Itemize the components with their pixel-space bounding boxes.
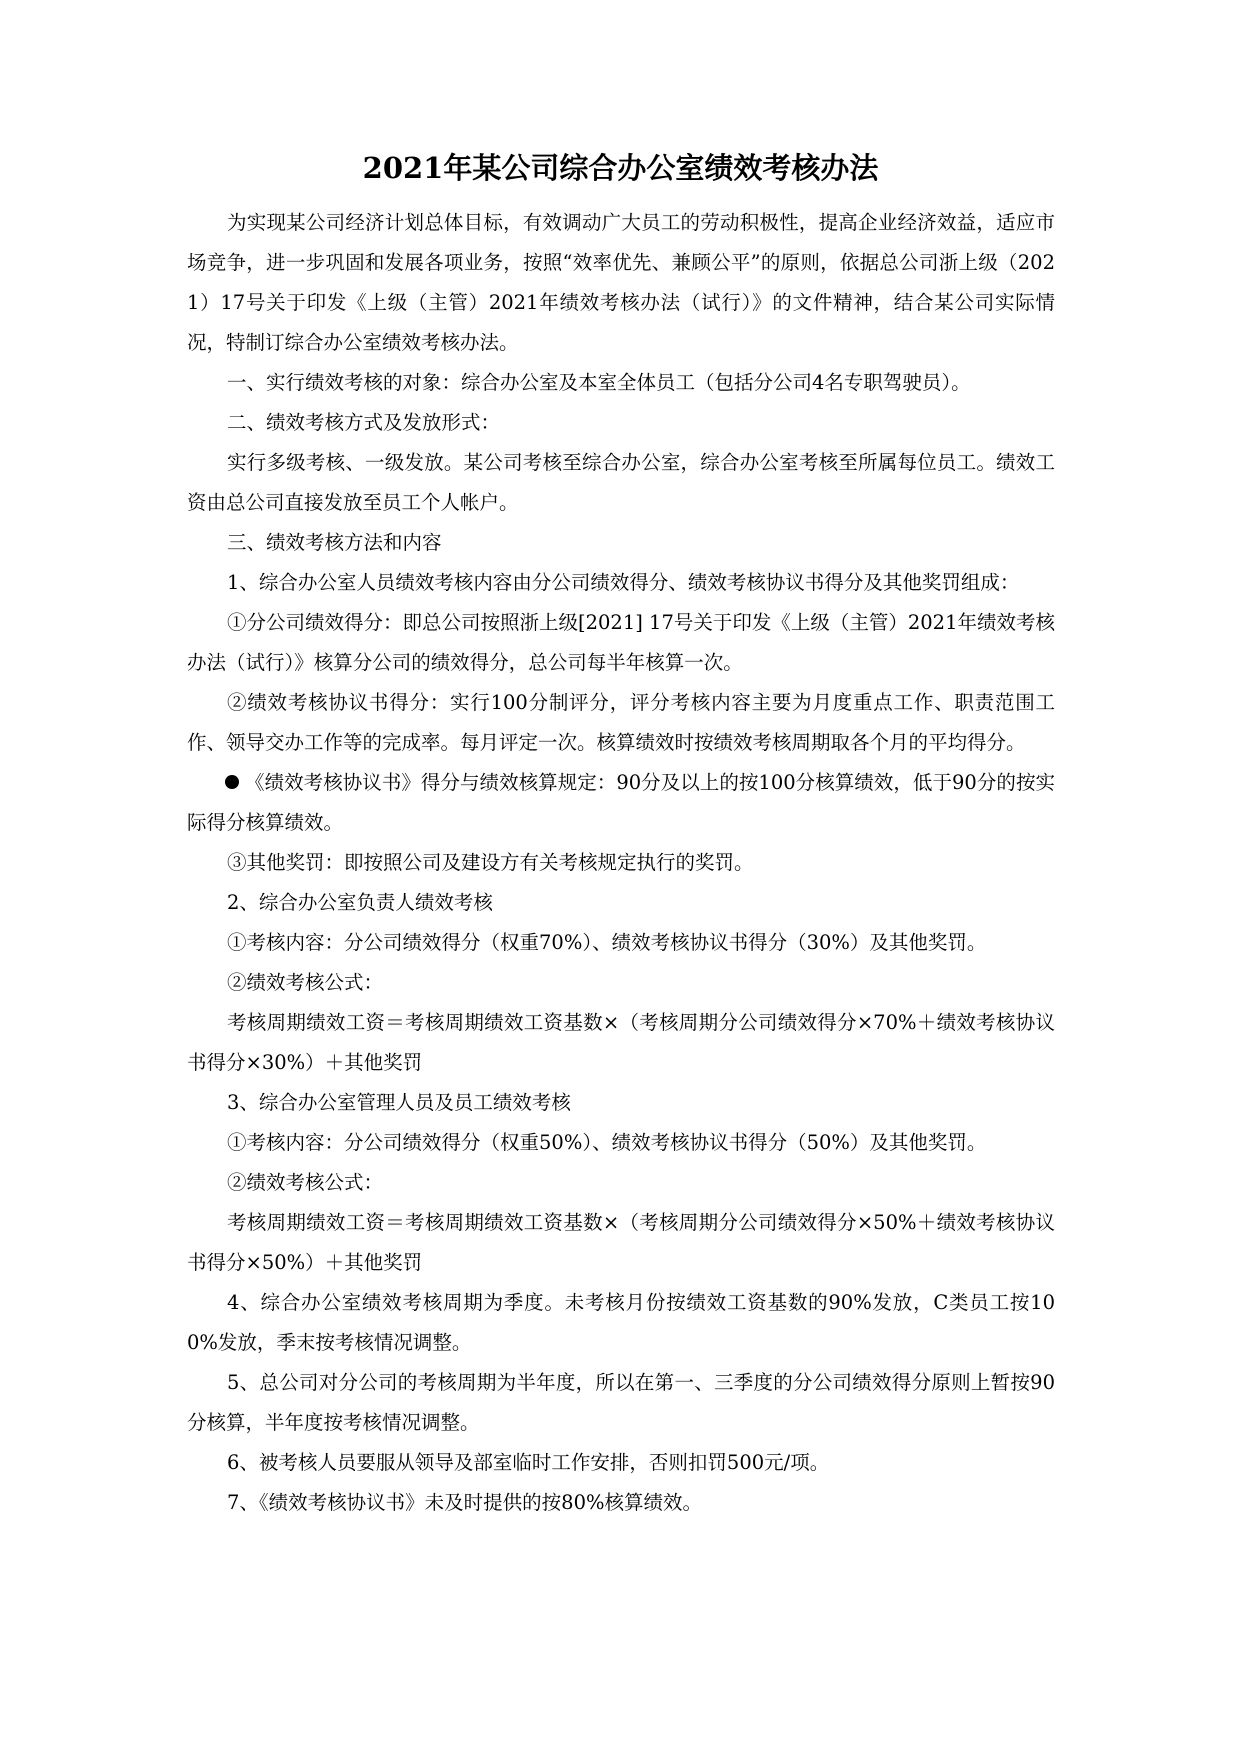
paragraph-item-4: 4、综合办公室绩效考核周期为季度。未考核月份按绩效工资基数的90%发放，C类员工按100%发放，季末按考核情况调整。: [187, 1291, 1055, 1354]
paragraph-section-2-heading: 二、绩效考核方式及发放形式：: [227, 411, 501, 434]
paragraph-item-1-b: ②绩效考核协议书得分：实行100分制评分，评分考核内容主要为月度重点工作、职责范围工作、领导交办工作等的完成率。每月评定一次。核算绩效时按绩效考核周期取各个月的平均得分。: [187, 691, 1055, 754]
paragraph-item-2-a: ①考核内容：分公司绩效得分（权重70%）、绩效考核协议书得分（30%）及其他奖罚。: [227, 931, 987, 954]
paragraph-item-3: 3、综合办公室管理人员及员工绩效考核: [227, 1091, 571, 1114]
paragraph-item-6: 6、被考核人员要服从领导及部室临时工作安排，否则扣罚500元/项。: [227, 1451, 830, 1474]
paragraph-section-1: 一、实行绩效考核的对象：综合办公室及本室全体员工（包括分公司4名专职驾驶员）。: [227, 371, 971, 394]
bullet-dot-icon: [225, 775, 239, 789]
paragraph-item-3-formula: 考核周期绩效工资＝考核周期绩效工资基数×（考核周期分公司绩效得分×50%＋绩效考核协议书得分×50%）＋其他奖罚: [187, 1211, 1055, 1274]
paragraph-item-1: 1、综合办公室人员绩效考核内容由分公司绩效得分、绩效考核协议书得分及其他奖罚组成：: [227, 571, 1020, 594]
paragraph-item-3-b: ②绩效考核公式：: [227, 1171, 384, 1194]
paragraph-item-7: 7、《绩效考核协议书》未及时提供的按80%核算绩效。: [227, 1491, 702, 1514]
paragraph-item-1-a: ①分公司绩效得分：即总公司按照浙上级[2021] 17号关于印发《上级（主管）2021年绩效考核办法（试行）》核算分公司的绩效得分，总公司每半年核算一次。: [187, 611, 1055, 674]
paragraph-item-3-a: ①考核内容：分公司绩效得分（权重50%）、绩效考核协议书得分（50%）及其他奖罚。: [227, 1131, 987, 1154]
paragraph-item-2-formula: 考核周期绩效工资＝考核周期绩效工资基数×（考核周期分公司绩效得分×70%＋绩效考核协议书得分×30%）＋其他奖罚: [187, 1011, 1055, 1074]
bullet-paragraph: [187, 763, 1055, 843]
paragraph-intro: 为实现某公司经济计划总体目标，有效调动广大员工的劳动积极性，提高企业经济效益，适应市场竞争，进一步巩固和发展各项业务，按照“效率优先、兼顾公平”的原则，依据总公司浙上级（2021）17号关于印发《上级（主管）2021年绩效考核办法（试行）》的文件精神，结合某公司实际情况，特制订综合办公室绩效考核办法。: [187, 211, 1055, 354]
bullet-paragraph-text: 《绩效考核协议书》得分与绩效核算规定：90分及以上的按100分核算绩效，低于90分的按实际得分核算绩效。: [187, 771, 1055, 834]
paragraph-item-1-c: ③其他奖罚：即按照公司及建设方有关考核规定执行的奖罚。: [227, 851, 754, 874]
paragraph-item-5: 5、总公司对分公司的考核周期为半年度，所以在第一、三季度的分公司绩效得分原则上暂按90分核算，半年度按考核情况调整。: [187, 1371, 1055, 1434]
paragraph-item-2: 2、综合办公室负责人绩效考核: [227, 891, 493, 914]
document-title: 2021年某公司综合办公室绩效考核办法: [362, 151, 879, 185]
paragraph-section-2-body: 实行多级考核、一级发放。某公司考核至综合办公室，综合办公室考核至所属每位员工。绩效工资由总公司直接发放至员工个人帐户。: [187, 451, 1055, 514]
paragraph-section-3-heading: 三、绩效考核方法和内容: [227, 531, 442, 554]
paragraph-item-2-b: ②绩效考核公式：: [227, 971, 384, 994]
document-body: [187, 203, 1055, 1523]
